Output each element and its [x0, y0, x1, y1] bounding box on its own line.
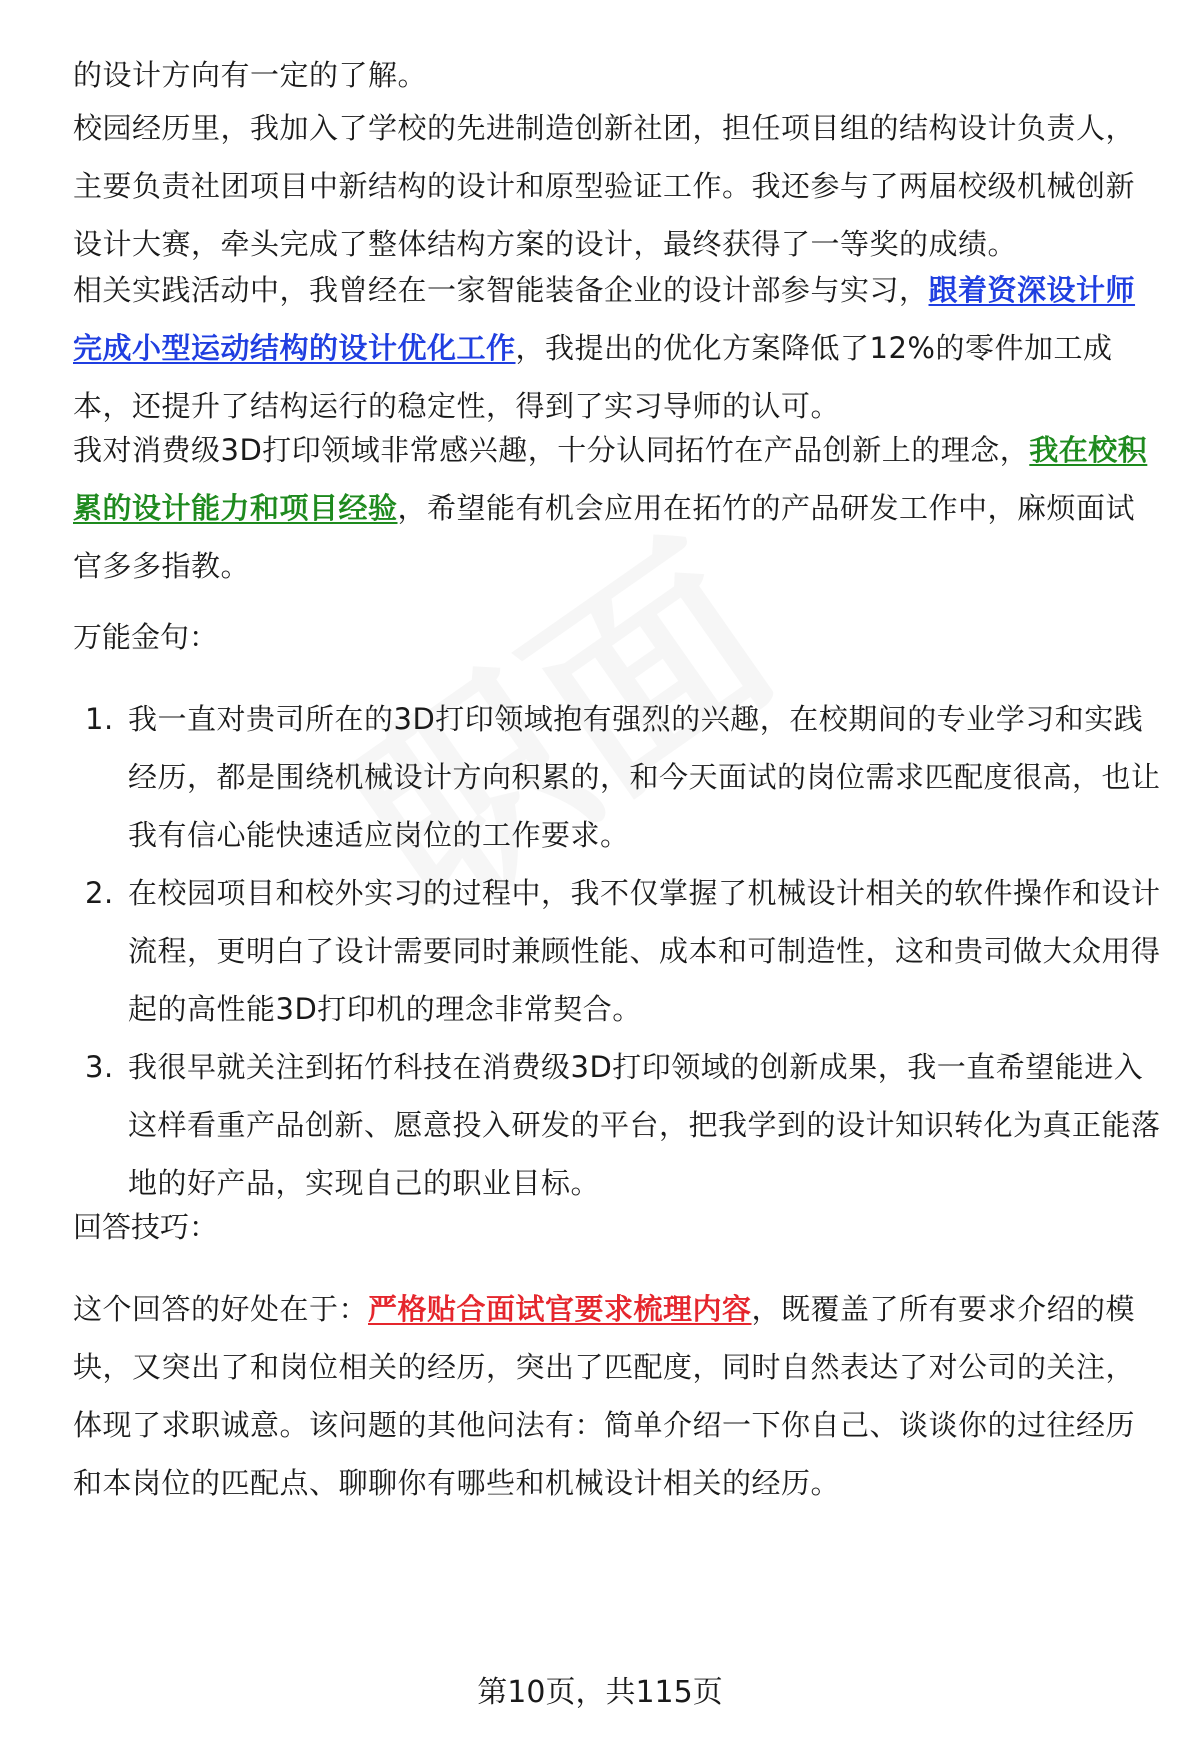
paragraph-text: ，希望能有机会应用在拓竹的产品研发工作中，麻烦面试官多多指教。 [73, 491, 1136, 583]
section-heading-golden: 万能金句： [73, 620, 219, 654]
paragraph-practice-experience [73, 261, 1153, 435]
golden-sentences-list [73, 690, 1163, 1212]
page-number-footer: 第10页，共115页 [477, 1675, 723, 1710]
list-number: 3. [85, 1050, 114, 1084]
list-number: 1. [85, 702, 114, 736]
highlight-blue: 跟着资深设计师完成小型运动结构的设计优化工作 [73, 273, 1136, 365]
paragraph-campus-experience [73, 99, 1153, 273]
paragraph-motivation [73, 421, 1153, 595]
paragraph-intro-tail [73, 46, 1153, 104]
paragraph-text: 这个回答的好处在于： [73, 1292, 369, 1326]
paragraph-text: 校园经历里，我加入了学校的先进制造创新社团，担任项目组的结构设计负责人，主要负责社团项目中新结构的设计和原型验证工作。我还参与了两届校级机械创新设计大赛，牵头完成了整体结构方案的设计，最终获得了一等奖的成绩。 [73, 111, 1136, 261]
list-text: 我一直对贵司所在的3D打印领域抱有强烈的兴趣，在校期间的专业学习和实践经历，都是围绕机械设计方向积累的，和今天面试的岗位需求匹配度很高，也让我有信心能快速适应岗位的工作要求。 [128, 702, 1161, 852]
highlight-red: 严格贴合面试官要求梳理内容 [368, 1292, 752, 1326]
list-item [73, 864, 1163, 1038]
list-text: 我很早就关注到拓竹科技在消费级3D打印领域的创新成果，我一直希望能进入这样看重产品创新、愿意投入研发的平台，把我学到的设计知识转化为真正能落地的好产品，实现自己的职业目标。 [128, 1050, 1161, 1200]
list-item [73, 690, 1163, 864]
list-text: 在校园项目和校外实习的过程中，我不仅掌握了机械设计相关的软件操作和设计流程，更明白了设计需要同时兼顾性能、成本和可制造性，这和贵司做大众用得起的高性能3D打印机的理念非常契合。 [128, 876, 1161, 1026]
paragraph-text: 我对消费级3D打印领域非常感兴趣，十分认同拓竹在产品创新上的理念， [73, 433, 1030, 467]
paragraph-text: ，既覆盖了所有要求介绍的模块，又突出了和岗位相关的经历，突出了匹配度，同时自然表达了对公司的关注，体现了求职诚意。该问题的其他问法有：简单介绍一下你自己、谈谈你的过往经历和本岗位的匹配点、聊聊你有哪些和机械设计相关的经历。 [73, 1292, 1136, 1500]
section-heading-tips: 回答技巧： [73, 1210, 219, 1244]
list-number: 2. [85, 876, 114, 910]
paragraph-tips [73, 1280, 1153, 1512]
list-item [73, 1038, 1163, 1212]
paragraph-text: ，我提出的优化方案降低了12%的零件加工成本，还提升了结构运行的稳定性，得到了实习导师的认可。 [73, 331, 1113, 423]
highlight-green: 我在校积累的设计能力和项目经验 [73, 433, 1148, 525]
paragraph-text: 的设计方向有一定的了解。 [73, 58, 428, 92]
paragraph-text: 相关实践活动中，我曾经在一家智能装备企业的设计部参与实习， [73, 273, 929, 307]
